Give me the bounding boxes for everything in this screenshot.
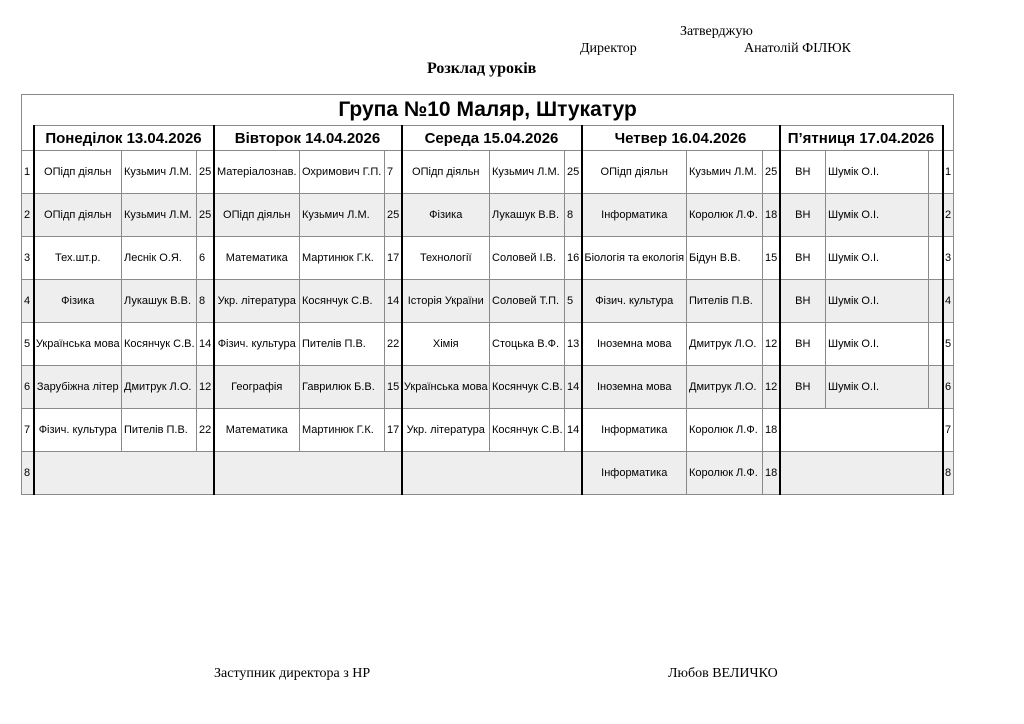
deputy-title: Заступник директора з НР [214, 666, 371, 681]
room-cell [929, 323, 943, 366]
teacher-cell: Пителів П.В. [300, 323, 385, 366]
room-cell: 14 [565, 409, 582, 452]
subject-cell: Фізич. культура [582, 280, 687, 323]
lesson-number: 4 [943, 280, 954, 323]
day-header: Понеділок 13.04.2026 [34, 126, 214, 151]
approve-label: Затверджую [680, 24, 753, 39]
subject-cell: Укр. література [214, 280, 300, 323]
subject-cell: Матеріалознав. [214, 151, 300, 194]
room-cell [929, 280, 943, 323]
teacher-cell: Стоцька В.Ф. [490, 323, 565, 366]
subject-cell: Укр. література [402, 409, 490, 452]
num-spacer [943, 126, 954, 151]
subject-cell: Біологія та екологія [582, 237, 687, 280]
lesson-number: 7 [943, 409, 954, 452]
subject-cell: ОПідп діяльн [402, 151, 490, 194]
subject-cell: Українська мова [34, 323, 122, 366]
subject-cell: Математика [214, 237, 300, 280]
teacher-cell: Шумік О.І. [826, 151, 929, 194]
subject-cell: Іноземна мова [582, 366, 687, 409]
teacher-cell: Косянчук С.В. [490, 366, 565, 409]
subject-cell: ВН [780, 323, 826, 366]
subject-cell: ОПідп діяльн [34, 151, 122, 194]
subject-cell: ОПідп діяльн [214, 194, 300, 237]
teacher-cell: Кузьмич Л.М. [687, 151, 763, 194]
subject-cell: Інформатика [582, 409, 687, 452]
num-spacer [22, 126, 34, 151]
day-header: Вівторок 14.04.2026 [214, 126, 402, 151]
room-cell: 18 [763, 409, 780, 452]
lesson-number: 4 [22, 280, 34, 323]
lesson-number: 1 [943, 151, 954, 194]
teacher-cell: Охримович Г.П. [300, 151, 385, 194]
table-row [22, 323, 954, 366]
subject-cell: Інформатика [582, 452, 687, 495]
room-cell: 14 [385, 280, 402, 323]
room-cell [763, 280, 780, 323]
lesson-number: 2 [943, 194, 954, 237]
lesson-number: 8 [22, 452, 34, 495]
room-cell: 14 [197, 323, 214, 366]
teacher-cell: Косянчук С.В. [300, 280, 385, 323]
day-header: Середа 15.04.2026 [402, 126, 582, 151]
teacher-cell: Кузьмич Л.М. [490, 151, 565, 194]
subject-cell: Математика [214, 409, 300, 452]
subject-cell: Хімія [402, 323, 490, 366]
teacher-cell: Шумік О.І. [826, 366, 929, 409]
subject-cell: Іноземна мова [582, 323, 687, 366]
subject-cell: Зарубіжна літер [34, 366, 122, 409]
subject-cell: Географія [214, 366, 300, 409]
teacher-cell: Мартинюк Г.К. [300, 409, 385, 452]
teacher-cell: Лукашук В.В. [490, 194, 565, 237]
subject-cell: ВН [780, 151, 826, 194]
empty-lesson-cell [34, 452, 214, 495]
lesson-number: 1 [22, 151, 34, 194]
teacher-cell: Шумік О.І. [826, 237, 929, 280]
teacher-cell: Мартинюк Г.К. [300, 237, 385, 280]
page-title: Розклад уроків [427, 60, 537, 77]
subject-cell: ОПідп діяльн [582, 151, 687, 194]
room-cell: 17 [385, 409, 402, 452]
empty-lesson-cell [780, 452, 943, 495]
room-cell: 15 [763, 237, 780, 280]
subject-cell: ВН [780, 237, 826, 280]
lesson-number: 2 [22, 194, 34, 237]
room-cell [929, 194, 943, 237]
subject-cell: Фізика [34, 280, 122, 323]
room-cell: 25 [763, 151, 780, 194]
subject-cell: Інформатика [582, 194, 687, 237]
lesson-number: 8 [943, 452, 954, 495]
subject-cell: Фізич. культура [34, 409, 122, 452]
lesson-number: 3 [943, 237, 954, 280]
room-cell: 22 [197, 409, 214, 452]
room-cell: 13 [565, 323, 582, 366]
teacher-cell: Дмитрук Л.О. [687, 366, 763, 409]
teacher-cell: Дмитрук Л.О. [122, 366, 197, 409]
teacher-cell: Шумік О.І. [826, 194, 929, 237]
empty-lesson-cell [214, 452, 402, 495]
subject-cell: Фізика [402, 194, 490, 237]
room-cell: 8 [197, 280, 214, 323]
lesson-number: 7 [22, 409, 34, 452]
teacher-cell: Шумік О.І. [826, 323, 929, 366]
lesson-number: 5 [22, 323, 34, 366]
subject-cell: Тех.шт.р. [34, 237, 122, 280]
subject-cell: Українська мова [402, 366, 490, 409]
lesson-number: 6 [943, 366, 954, 409]
teacher-cell: Королюк Л.Ф. [687, 452, 763, 495]
room-cell: 17 [385, 237, 402, 280]
room-cell: 5 [565, 280, 582, 323]
table-row [22, 280, 954, 323]
teacher-cell: Бідун В.В. [687, 237, 763, 280]
teacher-cell: Пителів П.В. [687, 280, 763, 323]
room-cell: 25 [385, 194, 402, 237]
empty-lesson-cell [402, 452, 582, 495]
room-cell: 12 [763, 323, 780, 366]
room-cell: 7 [385, 151, 402, 194]
room-cell [929, 151, 943, 194]
table-row [22, 194, 954, 237]
empty-lesson-cell [780, 409, 943, 452]
room-cell [929, 366, 943, 409]
group-title: Група №10 Маляр, Штукатур [22, 95, 954, 126]
room-cell: 6 [197, 237, 214, 280]
subject-cell: ОПідп діяльн [34, 194, 122, 237]
teacher-cell: Соловей Т.П. [490, 280, 565, 323]
teacher-cell: Шумік О.І. [826, 280, 929, 323]
teacher-cell: Гаврилюк Б.В. [300, 366, 385, 409]
room-cell: 22 [385, 323, 402, 366]
room-cell: 18 [763, 194, 780, 237]
day-header: П’ятниця 17.04.2026 [780, 126, 943, 151]
lesson-number: 6 [22, 366, 34, 409]
subject-cell: Історія України [402, 280, 490, 323]
teacher-cell: Косянчук С.В. [490, 409, 565, 452]
teacher-cell: Соловей І.В. [490, 237, 565, 280]
director-name: Анатолій ФІЛЮК [744, 41, 852, 56]
room-cell: 15 [385, 366, 402, 409]
subject-cell: ВН [780, 366, 826, 409]
room-cell: 12 [197, 366, 214, 409]
teacher-cell: Кузьмич Л.М. [122, 151, 197, 194]
teacher-cell: Пителів П.В. [122, 409, 197, 452]
lesson-number: 3 [22, 237, 34, 280]
room-cell [929, 237, 943, 280]
room-cell: 25 [565, 151, 582, 194]
room-cell: 25 [197, 151, 214, 194]
teacher-cell: Леснік О.Я. [122, 237, 197, 280]
table-row [22, 151, 954, 194]
teacher-cell: Кузьмич Л.М. [122, 194, 197, 237]
table-row [22, 409, 954, 452]
director-title: Директор [580, 41, 637, 56]
deputy-name: Любов ВЕЛИЧКО [668, 666, 778, 681]
room-cell: 12 [763, 366, 780, 409]
teacher-cell: Королюк Л.Ф. [687, 194, 763, 237]
table-row [22, 452, 954, 495]
room-cell: 16 [565, 237, 582, 280]
teacher-cell: Дмитрук Л.О. [687, 323, 763, 366]
subject-cell: Фізич. культура [214, 323, 300, 366]
table-row [22, 366, 954, 409]
subject-cell: ВН [780, 194, 826, 237]
room-cell: 14 [565, 366, 582, 409]
lesson-number: 5 [943, 323, 954, 366]
teacher-cell: Косянчук С.В. [122, 323, 197, 366]
day-header: Четвер 16.04.2026 [582, 126, 780, 151]
room-cell: 18 [763, 452, 780, 495]
teacher-cell: Кузьмич Л.М. [300, 194, 385, 237]
room-cell: 8 [565, 194, 582, 237]
subject-cell: ВН [780, 280, 826, 323]
teacher-cell: Королюк Л.Ф. [687, 409, 763, 452]
table-row [22, 237, 954, 280]
teacher-cell: Лукашук В.В. [122, 280, 197, 323]
room-cell: 25 [197, 194, 214, 237]
schedule-table [21, 94, 954, 495]
subject-cell: Технології [402, 237, 490, 280]
